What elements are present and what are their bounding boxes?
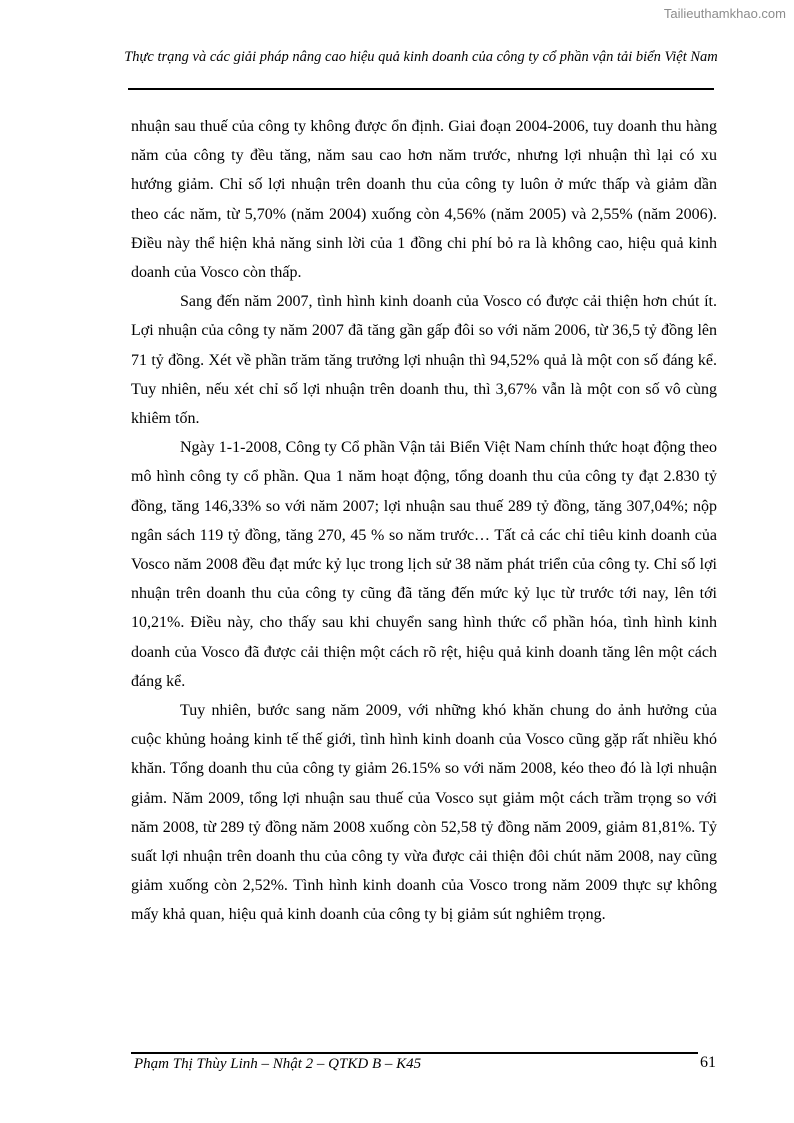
paragraph-3: Ngày 1-1-2008, Công ty Cổ phần Vận tải Biển Việt Nam chính thức hoạt động theo mô hình công ty cổ phần. Qua 1 năm hoạt động, tổng doanh thu của công ty đạt 2.830 tỷ đồng, tăng 146,33% so với năm 2007; lợi nhuận sau thuế 289 tỷ đồng, tăng 307,04%; nộp ngân sách 119 tỷ đồng, tăng 270, 45 % so năm trước… Tất cả các chỉ tiêu kinh doanh của Vosco năm 2008 đều đạt mức kỷ lục trong lịch sử 38 năm phát triển của công ty. Chỉ số lợi nhuận trên doanh thu của công ty cũng đã tăng đến mức kỷ lục từ trước tới nay, lên tới 10,21%. Điều này, cho thấy sau khi chuyển sang hình thức cổ phần hóa, tình hình kinh doanh của Vosco đã được cải thiện một cách rõ rệt, hiệu quả kinh doanh tăng lên một cách đáng kể.	[131, 439, 717, 690]
footer-divider	[131, 1052, 698, 1054]
document-body	[131, 112, 717, 930]
header-divider	[128, 88, 714, 90]
page-header: Thực trạng và các giải pháp nâng cao hiệu quả kinh doanh của công ty cổ phần vận tải biển Việt Nam	[124, 49, 718, 65]
page-number: 61	[700, 1054, 716, 1071]
paragraph-1: nhuận sau thuế của công ty không được ổn định. Giai đoạn 2004-2006, tuy doanh thu hàng năm của công ty đều tăng, năm sau cao hơn năm trước, nhưng lợi nhuận thì lại có xu hướng giảm. Chỉ số lợi nhuận trên doanh thu của công ty luôn ở mức thấp và giảm dần theo các năm, từ 5,70% (năm 2004) xuống còn 4,56% (năm 2005) và 2,55% (năm 2006). Điều này thể hiện khả năng sinh lời của 1 đồng chi phí bỏ ra là không cao, hiệu quả kinh doanh của Vosco còn thấp.	[131, 118, 717, 282]
paragraph-4: Tuy nhiên, bước sang năm 2009, với những khó khăn chung do ảnh hưởng của cuộc khủng hoảng kinh tế thế giới, tình hình kinh doanh của Vosco cũng gặp rất nhiều khó khăn. Tổng doanh thu của công ty giảm 26.15% so với năm 2008, kéo theo đó là lợi nhuận giảm. Năm 2009, tổng lợi nhuận sau thuế của Vosco sụt giảm một cách trầm trọng so với năm 2008, từ 289 tỷ đồng năm 2008 xuống còn 52,58 tỷ đồng năm 2009, giảm 81,81%. Tỷ suất lợi nhuận trên doanh thu của công ty vừa được cải thiện đôi chút năm 2008, nay cũng giảm xuống còn 2,52%. Tình hình kinh doanh của Vosco trong năm 2009 thực sự không mấy khả quan, hiệu quả kinh doanh của công ty bị giảm sút nghiêm trọng.	[131, 702, 717, 924]
watermark: Tailieuthamkhao.com	[663, 6, 786, 21]
footer-author: Phạm Thị Thùy Linh – Nhật 2 – QTKD B – K45	[134, 1056, 422, 1072]
paragraph-2: Sang đến năm 2007, tình hình kinh doanh của Vosco có được cải thiện hơn chút ít. Lợi nhuận của công ty năm 2007 đã tăng gần gấp đôi so với năm 2006, từ 36,5 tỷ đồng lên 71 tỷ đồng. Xét về phần trăm tăng trưởng lợi nhuận thì 94,52% quả là một con số đáng kể. Tuy nhiên, nếu xét chỉ số lợi nhuận trên doanh thu, thì 3,67% vẫn là một con số vô cùng khiêm tốn.	[131, 293, 717, 428]
